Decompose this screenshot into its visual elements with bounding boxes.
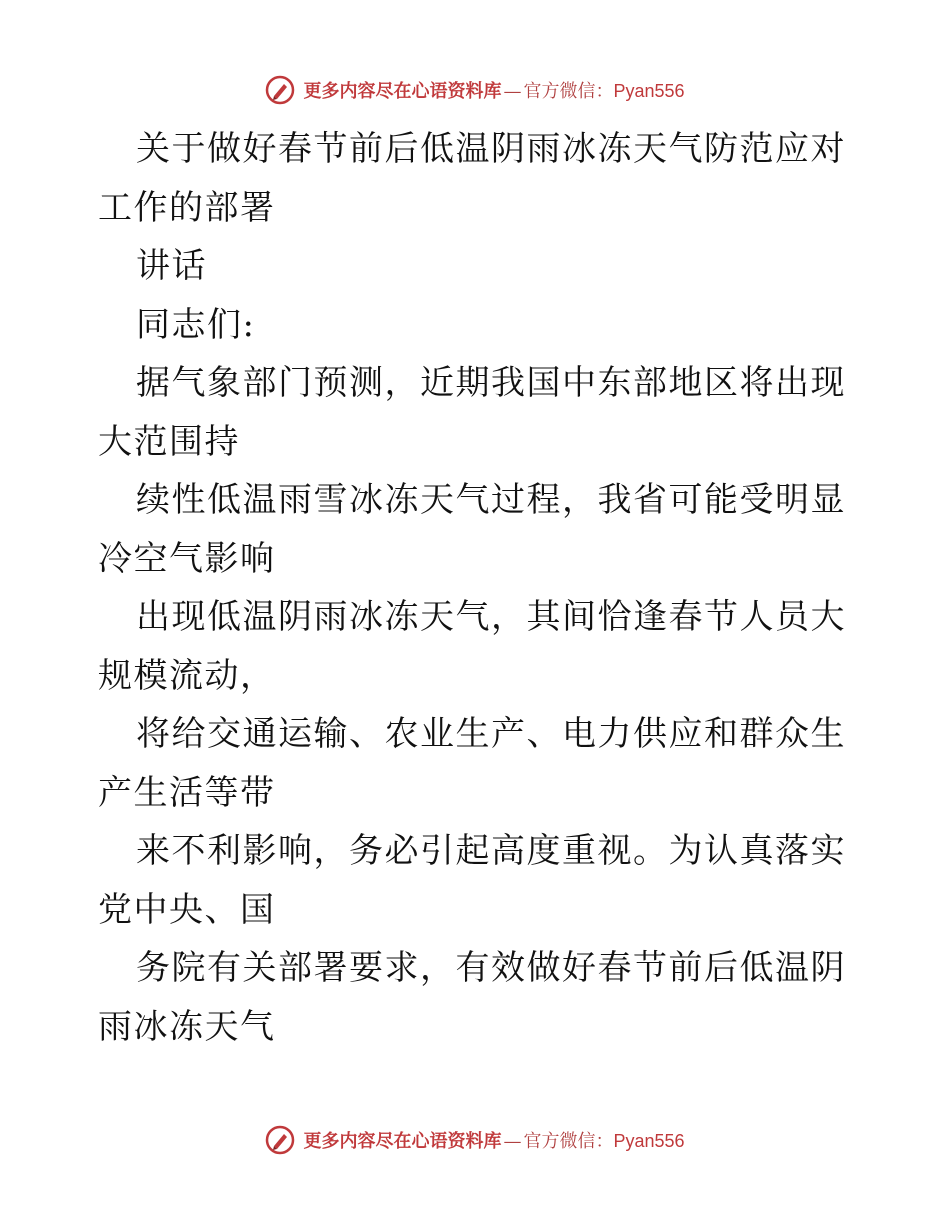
body-paragraph: 出现低温阴雨冰冻天气，其间恰逢春节人员大规模流动， bbox=[98, 597, 846, 696]
watermark-main: 更多内容尽在心语资料库 bbox=[303, 1131, 502, 1152]
body-paragraph: 务院有关部署要求，有效做好春节前后低温阴雨冰冻天气 bbox=[98, 948, 846, 1047]
watermark-dash: — bbox=[503, 81, 522, 102]
watermark-text bbox=[303, 1127, 684, 1153]
watermark-text bbox=[303, 77, 684, 103]
header-watermark bbox=[0, 72, 950, 108]
pen-logo-icon bbox=[265, 75, 295, 105]
document-subtitle: 讲话 bbox=[136, 246, 207, 286]
pen-logo-icon bbox=[265, 1125, 295, 1155]
watermark-id: Pyan556 bbox=[613, 1131, 685, 1151]
salutation: 同志们: bbox=[136, 304, 256, 345]
body-paragraph: 来不利影响，务必引起高度重视。为认真落实党中央、国 bbox=[98, 831, 846, 930]
watermark-dash: — bbox=[503, 1131, 522, 1152]
watermark-label: 官方微信： bbox=[523, 1131, 614, 1152]
body-paragraph: 将给交通运输、农业生产、电力供应和群众生产生活等带 bbox=[98, 714, 846, 813]
watermark-label: 官方微信： bbox=[523, 81, 614, 102]
watermark-id: Pyan556 bbox=[613, 81, 685, 101]
body-paragraph: 据气象部门预测，近期我国中东部地区将出现大范围持 bbox=[98, 363, 846, 462]
body-paragraph: 续性低温雨雪冰冻天气过程，我省可能受明显冷空气影响 bbox=[98, 480, 846, 579]
document-title: 关于做好春节前后低温阴雨冰冻天气防范应对工作的部署 bbox=[98, 129, 846, 228]
watermark-main: 更多内容尽在心语资料库 bbox=[303, 81, 502, 102]
footer-watermark bbox=[0, 1122, 950, 1158]
document-body bbox=[98, 120, 858, 1056]
